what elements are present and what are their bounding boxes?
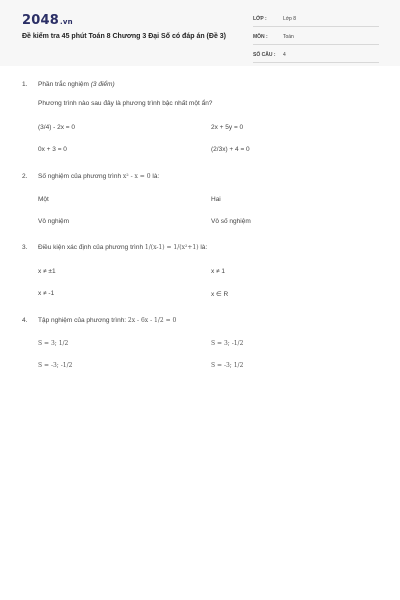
answer-option[interactable]: (2/3x) + 4 = 0 <box>211 146 250 153</box>
document-title: Đề kiểm tra 45 phút Toán 8 Chương 3 Đại Số có đáp án (Đề 3) <box>22 33 227 40</box>
question-number: 1. <box>22 81 28 88</box>
question-math: 2x - 6x - 1/2 = 0 <box>127 317 177 324</box>
question-number: 2. <box>22 173 28 180</box>
question-prompt: Phương trình nào sau đây là phương trình bậc nhất một ẩn? <box>38 100 213 107</box>
question-text: Số nghiệm của phương trình <box>38 173 122 180</box>
question-text: Điều kiện xác định của phương trình <box>38 244 144 251</box>
answer-option[interactable]: x ≠ ±1 <box>38 268 56 275</box>
meta-value: Lớp 8 <box>283 16 297 22</box>
question-math: 1/(x-1) = 1/(x²+1) <box>144 244 199 251</box>
question-suffix: là: <box>200 244 208 251</box>
answer-option[interactable]: Vô nghiệm <box>38 218 70 225</box>
meta-value: Toán <box>283 34 294 40</box>
question-suffix: là: <box>152 173 160 180</box>
question-2 <box>22 173 159 180</box>
meta-row-subject <box>253 32 379 45</box>
meta-row-count <box>253 50 379 63</box>
meta-row-class <box>253 14 379 27</box>
answer-option[interactable]: S = -3; -1/2 <box>38 362 73 369</box>
document-header <box>0 0 400 66</box>
site-logo[interactable] <box>22 13 73 28</box>
answer-option[interactable]: 2x + 5y = 0 <box>211 124 244 131</box>
question-math: x² - x = 0 <box>122 173 151 180</box>
answer-option[interactable]: Vô số nghiệm <box>211 218 251 225</box>
meta-label: LỚP : <box>253 16 267 22</box>
logo-suffix: .vn <box>59 18 73 26</box>
answer-option[interactable]: x ≠ -1 <box>38 290 55 297</box>
question-4 <box>22 317 176 324</box>
question-text: Phần trắc nghiệm <box>38 81 89 88</box>
document-meta <box>253 14 379 68</box>
answer-option[interactable]: 0x + 3 = 0 <box>38 146 67 153</box>
meta-label: SỐ CÂU : <box>253 52 276 58</box>
answer-option[interactable]: S = 3; -1/2 <box>211 340 244 347</box>
meta-label: MÔN : <box>253 34 268 40</box>
question-number: 4. <box>22 317 28 324</box>
logo-text: 2048 <box>22 13 59 28</box>
meta-value: 4 <box>283 52 286 58</box>
question-text: Tập nghiệm của phương trình: <box>38 317 127 324</box>
answer-option[interactable]: (3/4) - 2x = 0 <box>38 124 76 131</box>
answer-option[interactable]: x ∈ R <box>211 291 229 298</box>
question-note: (3 điểm) <box>90 81 115 88</box>
answer-option[interactable]: S = -3; 1/2 <box>211 362 244 369</box>
question-3 <box>22 244 207 251</box>
question-1 <box>22 81 115 88</box>
question-number: 3. <box>22 244 28 251</box>
answer-option[interactable]: x ≠ 1 <box>211 268 226 275</box>
answer-option[interactable]: Một <box>38 196 49 203</box>
answer-option[interactable]: S = 3; 1/2 <box>38 340 69 347</box>
answer-option[interactable]: Hai <box>211 196 221 203</box>
